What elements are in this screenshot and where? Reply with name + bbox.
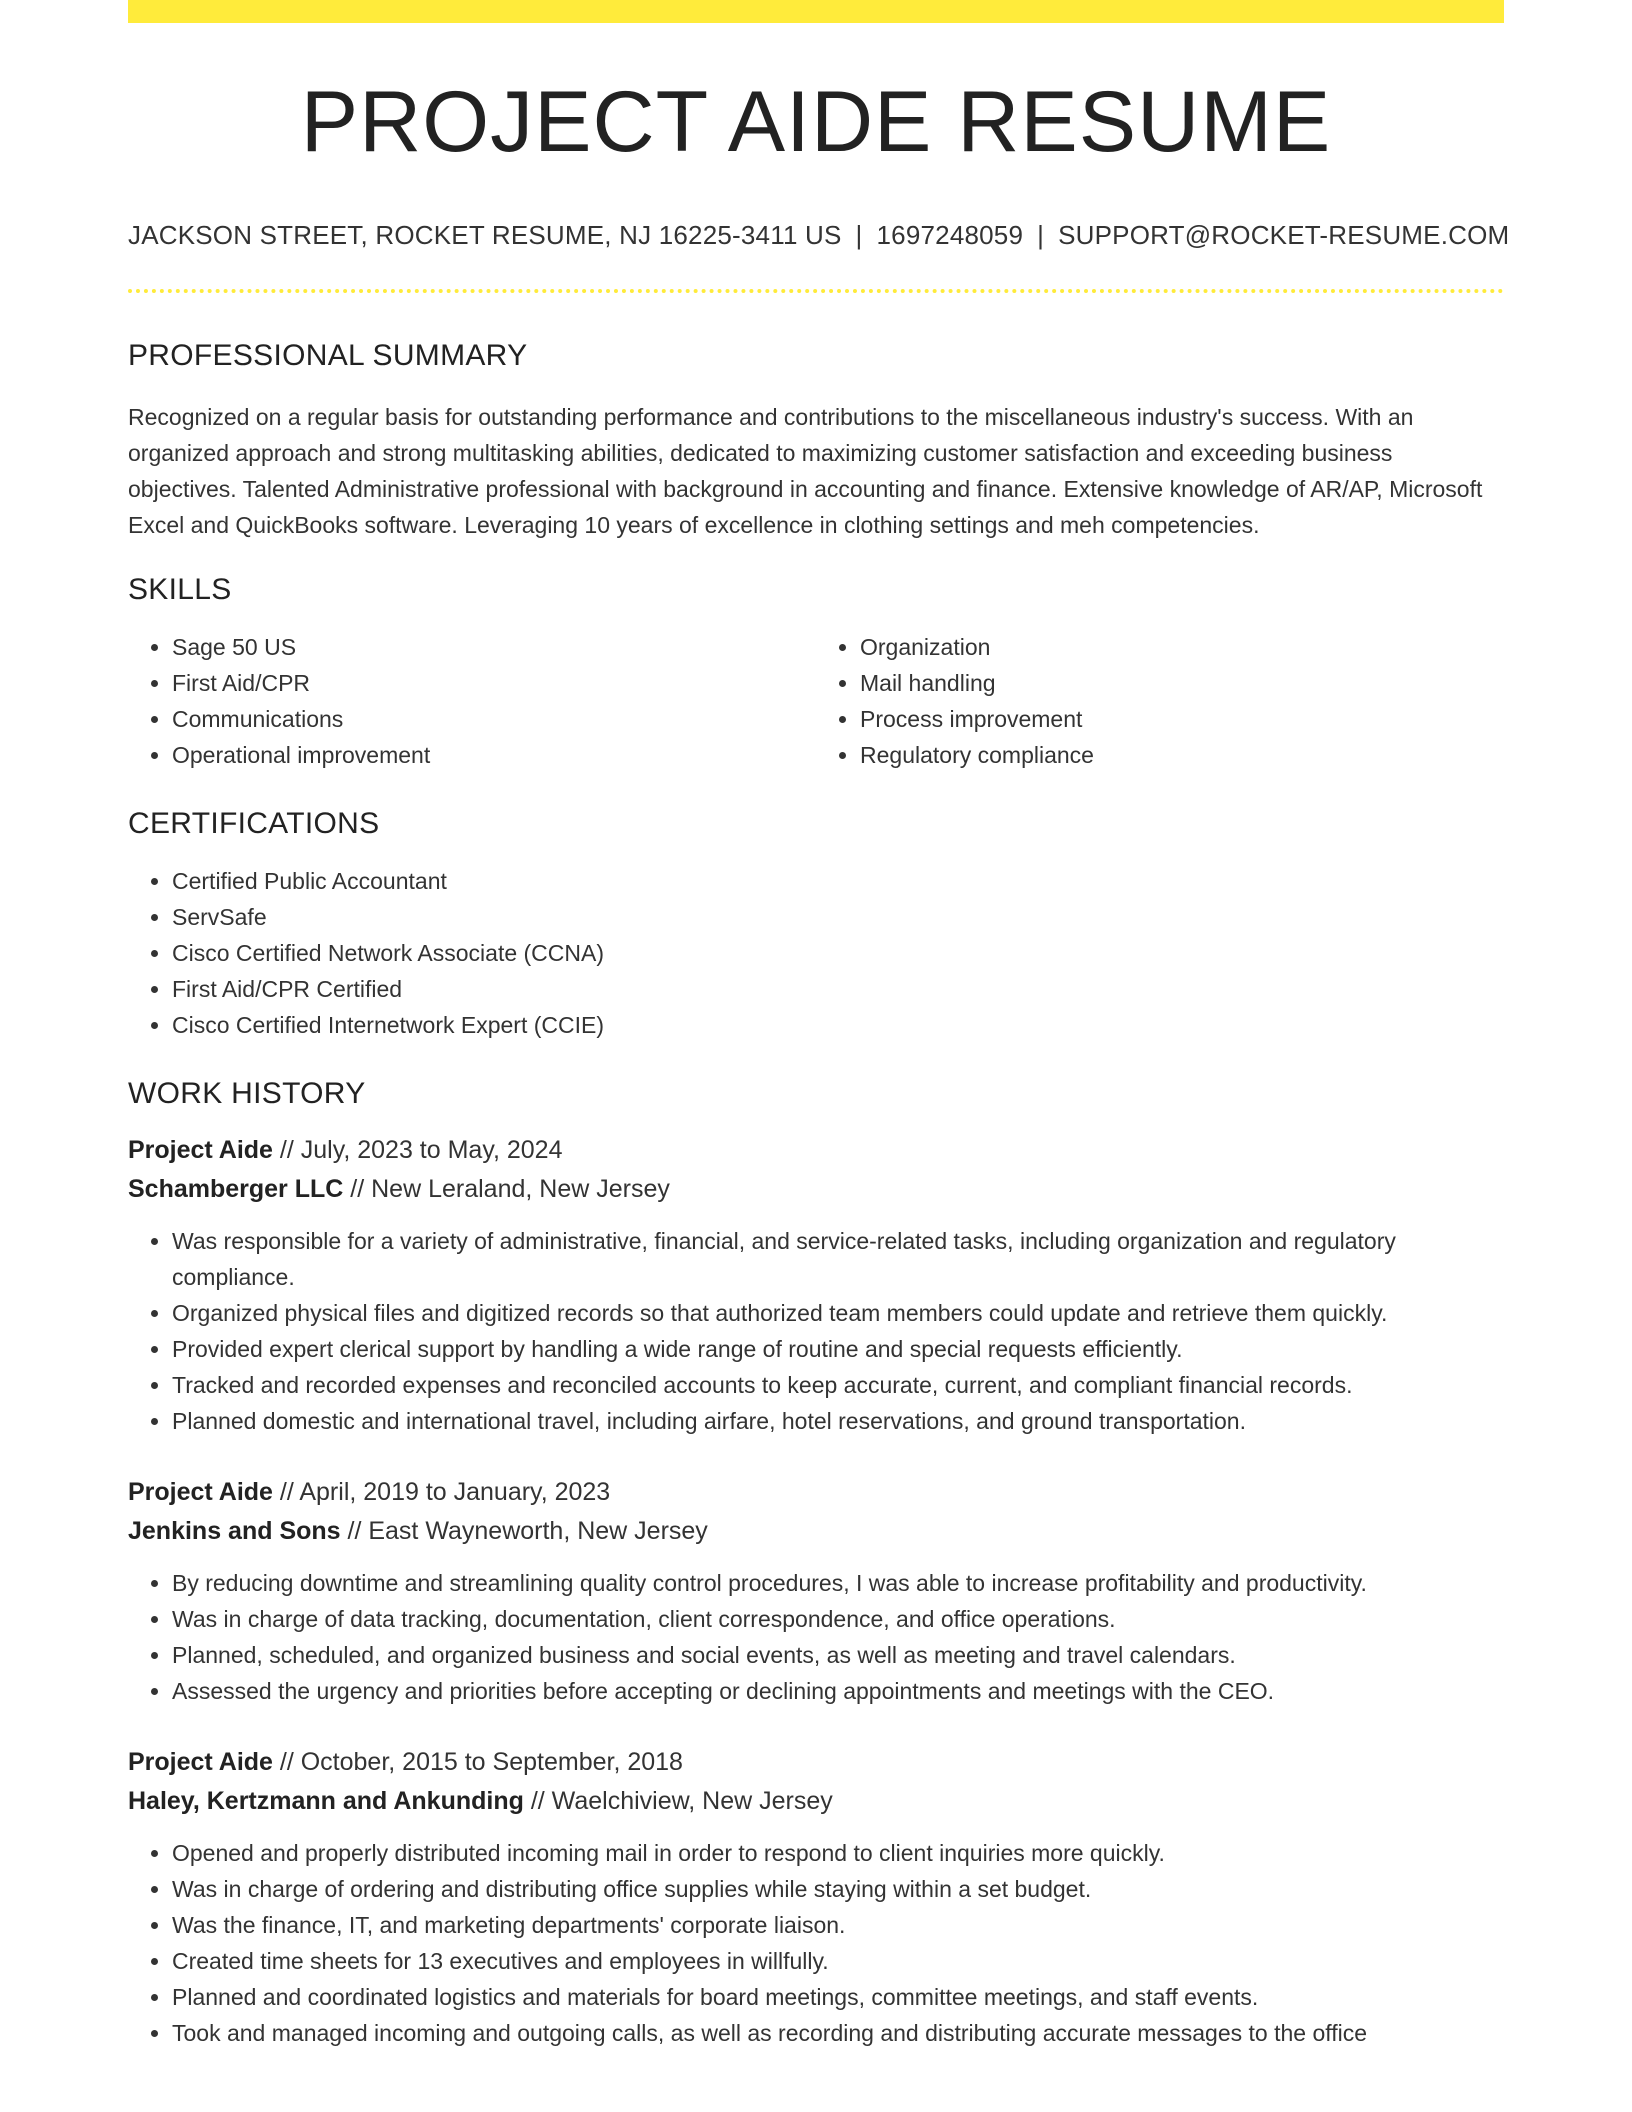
job-bullet: • Planned domestic and international travel, including airfare, hotel reservations, and ground transportation. — [172, 1403, 1504, 1439]
job-location: // Waelchiview, New Jersey — [523, 1787, 833, 1815]
skills-list-right — [816, 629, 1504, 773]
certifications-list — [128, 863, 1504, 1043]
job-bullet: • Was in charge of data tracking, documentation, client correspondence, and office operations. — [172, 1601, 1504, 1637]
job-role-line — [128, 1131, 1504, 1170]
top-accent-bar — [128, 0, 1504, 23]
contact-separator: | — [1037, 220, 1045, 250]
job-bullet: • By reducing downtime and streamlining quality control procedures, I was able to increase profitability and productivity. — [172, 1565, 1504, 1601]
skill-item: • Regulatory compliance — [860, 737, 1504, 773]
contact-phone: 1697248059 — [876, 220, 1024, 250]
job-bullets — [128, 1223, 1504, 1439]
job-bullet: • Was in charge of ordering and distributing office supplies while staying within a set budget. — [172, 1871, 1504, 1907]
job-company: Haley, Kertzmann and Ankunding — [128, 1787, 524, 1815]
summary-text: Recognized on a regular basis for outstanding performance and contributions to the miscellaneous industry's success. With an organized approach and strong multitasking abilities, dedicated to maximizing customer satisfaction and exceeding business objectives. Talented Administrative professional with background in accounting and finance. Extensive knowledge of AR/AP, Microsoft Excel and QuickBooks software. Leveraging 10 years of excellence in clothing settings and meh competencies. — [128, 404, 1483, 538]
job-company-line — [128, 1782, 1504, 1821]
job-dates: // July, 2023 to May, 2024 — [272, 1136, 563, 1164]
job-role-line — [128, 1743, 1504, 1782]
contact-line — [128, 220, 1510, 251]
job-entry — [128, 1131, 1504, 1439]
resume-title: PROJECT AIDE RESUME — [300, 74, 1332, 170]
job-entry — [128, 1473, 1504, 1709]
job-bullet: • Organized physical files and digitized records so that authorized team members could update and retrieve them quickly. — [172, 1295, 1504, 1331]
skill-item: • First Aid/CPR — [172, 665, 816, 701]
job-company-line — [128, 1512, 1504, 1551]
certification-item: • Certified Public Accountant — [172, 863, 1504, 899]
skill-item: • Organization — [860, 629, 1504, 665]
skill-item: • Sage 50 US — [172, 629, 816, 665]
certification-item: • First Aid/CPR Certified — [172, 971, 1504, 1007]
job-bullet: • Was responsible for a variety of administrative, financial, and service-related tasks, including organization and regulatory compliance. — [172, 1223, 1504, 1295]
certification-item: • Cisco Certified Internetwork Expert (CCIE) — [172, 1007, 1504, 1043]
resume-page — [128, 0, 1510, 2051]
job-bullet: • Provided expert clerical support by handling a wide range of routine and special requests efficiently. — [172, 1331, 1504, 1367]
contact-separator: | — [855, 220, 863, 250]
job-bullet: • Took and managed incoming and outgoing calls, as well as recording and distributing accurate messages to the office — [172, 2015, 1504, 2051]
skill-item: • Process improvement — [860, 701, 1504, 737]
job-location: // New Leraland, New Jersey — [343, 1175, 670, 1203]
skill-item: • Communications — [172, 701, 816, 737]
job-bullet: • Planned, scheduled, and organized business and social events, as well as meeting and travel calendars. — [172, 1637, 1504, 1673]
skills-columns — [128, 629, 1504, 773]
skill-item: • Mail handling — [860, 665, 1504, 701]
job-bullet: • Was the finance, IT, and marketing departments' corporate liaison. — [172, 1907, 1504, 1943]
job-company-line — [128, 1170, 1504, 1209]
job-location: // East Wayneworth, New Jersey — [340, 1517, 708, 1545]
skill-item: • Operational improvement — [172, 737, 816, 773]
certification-item: • Cisco Certified Network Associate (CCNA) — [172, 935, 1504, 971]
job-company: Schamberger LLC — [128, 1175, 344, 1203]
job-bullet: • Assessed the urgency and priorities before accepting or declining appointments and meetings with the CEO. — [172, 1673, 1504, 1709]
certification-item: • ServSafe — [172, 899, 1504, 935]
job-entry — [128, 1743, 1504, 2051]
job-bullets — [128, 1565, 1504, 1709]
job-bullet: • Opened and properly distributed incoming mail in order to respond to client inquiries more quickly. — [172, 1835, 1504, 1871]
job-dates: // April, 2019 to January, 2023 — [272, 1478, 611, 1506]
job-role-line — [128, 1473, 1504, 1512]
dotted-divider — [128, 289, 1504, 293]
section-title-skills: SKILLS — [128, 573, 232, 606]
section-title-work-history: WORK HISTORY — [128, 1077, 366, 1110]
contact-email[interactable]: SUPPORT@ROCKET-RESUME.COM — [1058, 220, 1510, 250]
section-title-summary: PROFESSIONAL SUMMARY — [128, 339, 528, 372]
job-dates: // October, 2015 to September, 2018 — [272, 1748, 683, 1776]
job-role: Project Aide — [128, 1478, 273, 1506]
contact-address: JACKSON STREET, ROCKET RESUME, NJ 16225-3411 US — [128, 220, 842, 250]
job-bullet: • Tracked and recorded expenses and reconciled accounts to keep accurate, current, and compliant financial records. — [172, 1367, 1504, 1403]
job-company: Jenkins and Sons — [128, 1517, 341, 1545]
job-bullet: • Created time sheets for 13 executives and employees in willfully. — [172, 1943, 1504, 1979]
job-bullet: • Planned and coordinated logistics and materials for board meetings, committee meetings, and staff events. — [172, 1979, 1504, 2015]
skills-list-left — [128, 629, 816, 773]
job-role: Project Aide — [128, 1136, 273, 1164]
job-role: Project Aide — [128, 1748, 273, 1776]
job-bullets — [128, 1835, 1504, 2051]
section-title-certifications: CERTIFICATIONS — [128, 807, 380, 840]
